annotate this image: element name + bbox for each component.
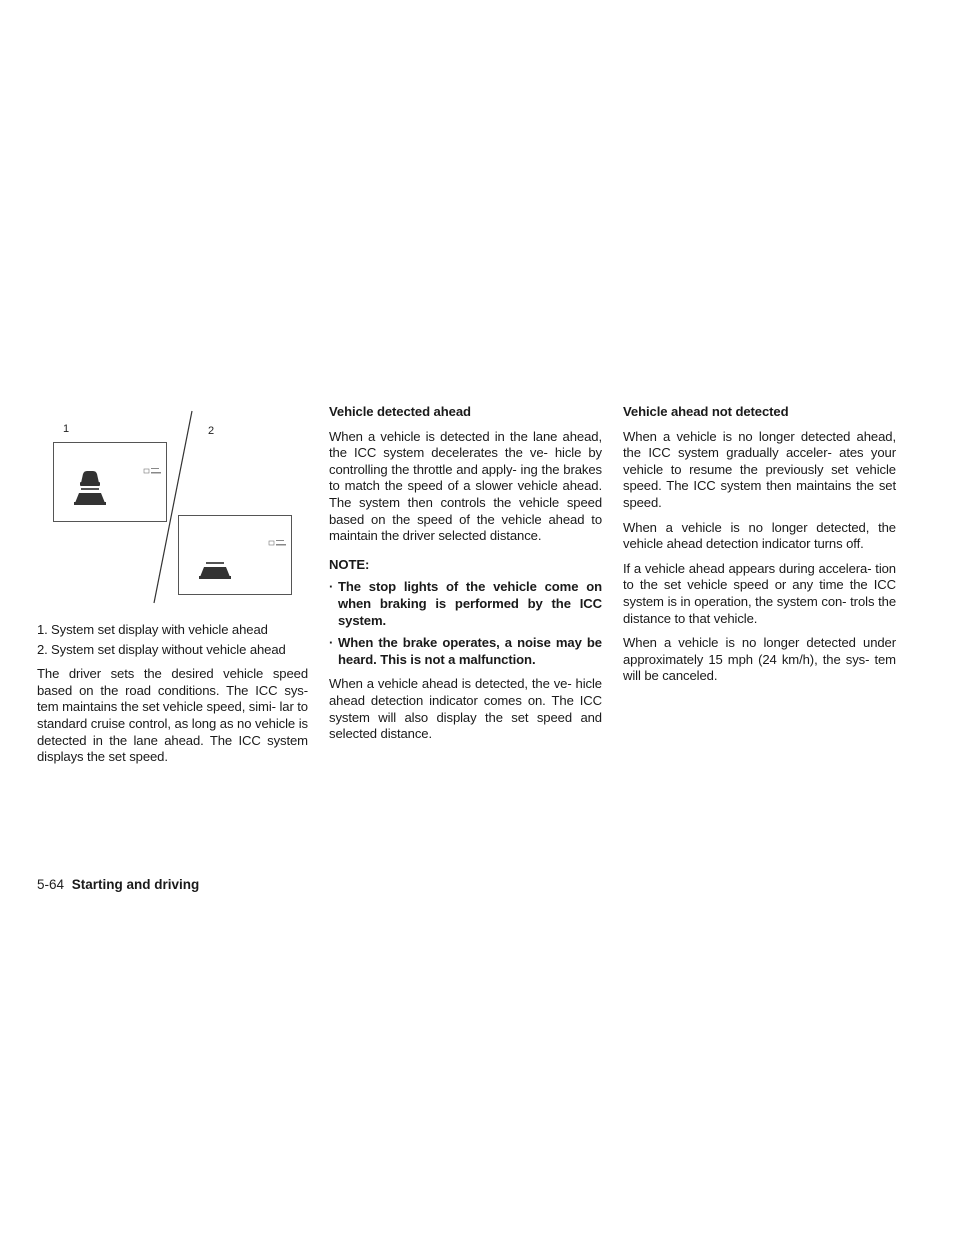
note-bullet: · When the brake operates, a noise may be heard. This is not a malfunction. bbox=[329, 635, 602, 667]
paragraph-indicator-off: When a vehicle is no longer detected, the vehicle ahead detection indicator turns off. bbox=[623, 519, 896, 552]
section-title: Starting and driving bbox=[71, 877, 200, 892]
note-bullet: · The stop lights of the vehicle come on when braking is performed by the ICC system. bbox=[329, 579, 602, 628]
figure-caption-1: 1. System set display with vehicle ahead bbox=[37, 622, 268, 637]
intro-paragraph: The driver sets the desired vehicle speed based on the road conditions. The ICC sys- tem maintains the set vehicle speed, simi- lar to standard cruise control, as long as no vehicle is detected in the lane ahead. The ICC system displays the set speed. bbox=[37, 666, 308, 765]
paragraph-vehicle-detected: When a vehicle is detected in the lane ahead, the ICC system decelerates the ve- hicle by controlling the throttle and apply- ing the brakes to match the speed of a slower vehicle ahead. The system then controls the vehicle speed based on the speed of the vehicle ahead to maintain the driver selected distance. bbox=[329, 428, 602, 544]
icc-display-illustration bbox=[50, 405, 310, 615]
paragraph-detection-indicator: When a vehicle ahead is detected, the ve- hicle ahead detection indicator comes on. The ICC system will also display the set speed and selected distance. bbox=[329, 676, 602, 742]
display-panel-1 bbox=[54, 443, 167, 522]
bullet-dot: · bbox=[329, 635, 334, 651]
paragraph-system-canceled: When a vehicle is no longer detected under approximately 15 mph (24 km/h), the sys- tem will be canceled. bbox=[623, 635, 896, 684]
bullet-dot: · bbox=[329, 579, 334, 595]
page-footer bbox=[37, 877, 199, 892]
column-3 bbox=[623, 404, 896, 693]
heading-vehicle-detected: Vehicle detected ahead bbox=[329, 404, 471, 419]
note-title: NOTE: bbox=[329, 556, 370, 572]
paragraph-resume-speed: When a vehicle is no longer detected ahead, the ICC system gradually acceler- ates your vehicle to resume the previously set vehicle speed. The ICC system then maintains the set speed. bbox=[623, 428, 896, 510]
figure-callout-2: 2 bbox=[208, 425, 215, 437]
figure-caption-2: 2. System set display without vehicle ahead bbox=[37, 641, 286, 657]
column-2 bbox=[329, 404, 602, 751]
figure-callout-1: 1 bbox=[63, 423, 70, 435]
icc-display-figure bbox=[50, 405, 310, 615]
display-panel-2 bbox=[179, 516, 292, 595]
column-1 bbox=[37, 622, 308, 774]
paragraph-vehicle-appears: If a vehicle ahead appears during accelera- tion to the set vehicle speed or any time the ICC system is in operation, the system con- trols the distance to that vehicle. bbox=[623, 560, 896, 626]
page-number: 5-64 bbox=[37, 877, 65, 892]
heading-vehicle-not-detected: Vehicle ahead not detected bbox=[623, 404, 789, 419]
